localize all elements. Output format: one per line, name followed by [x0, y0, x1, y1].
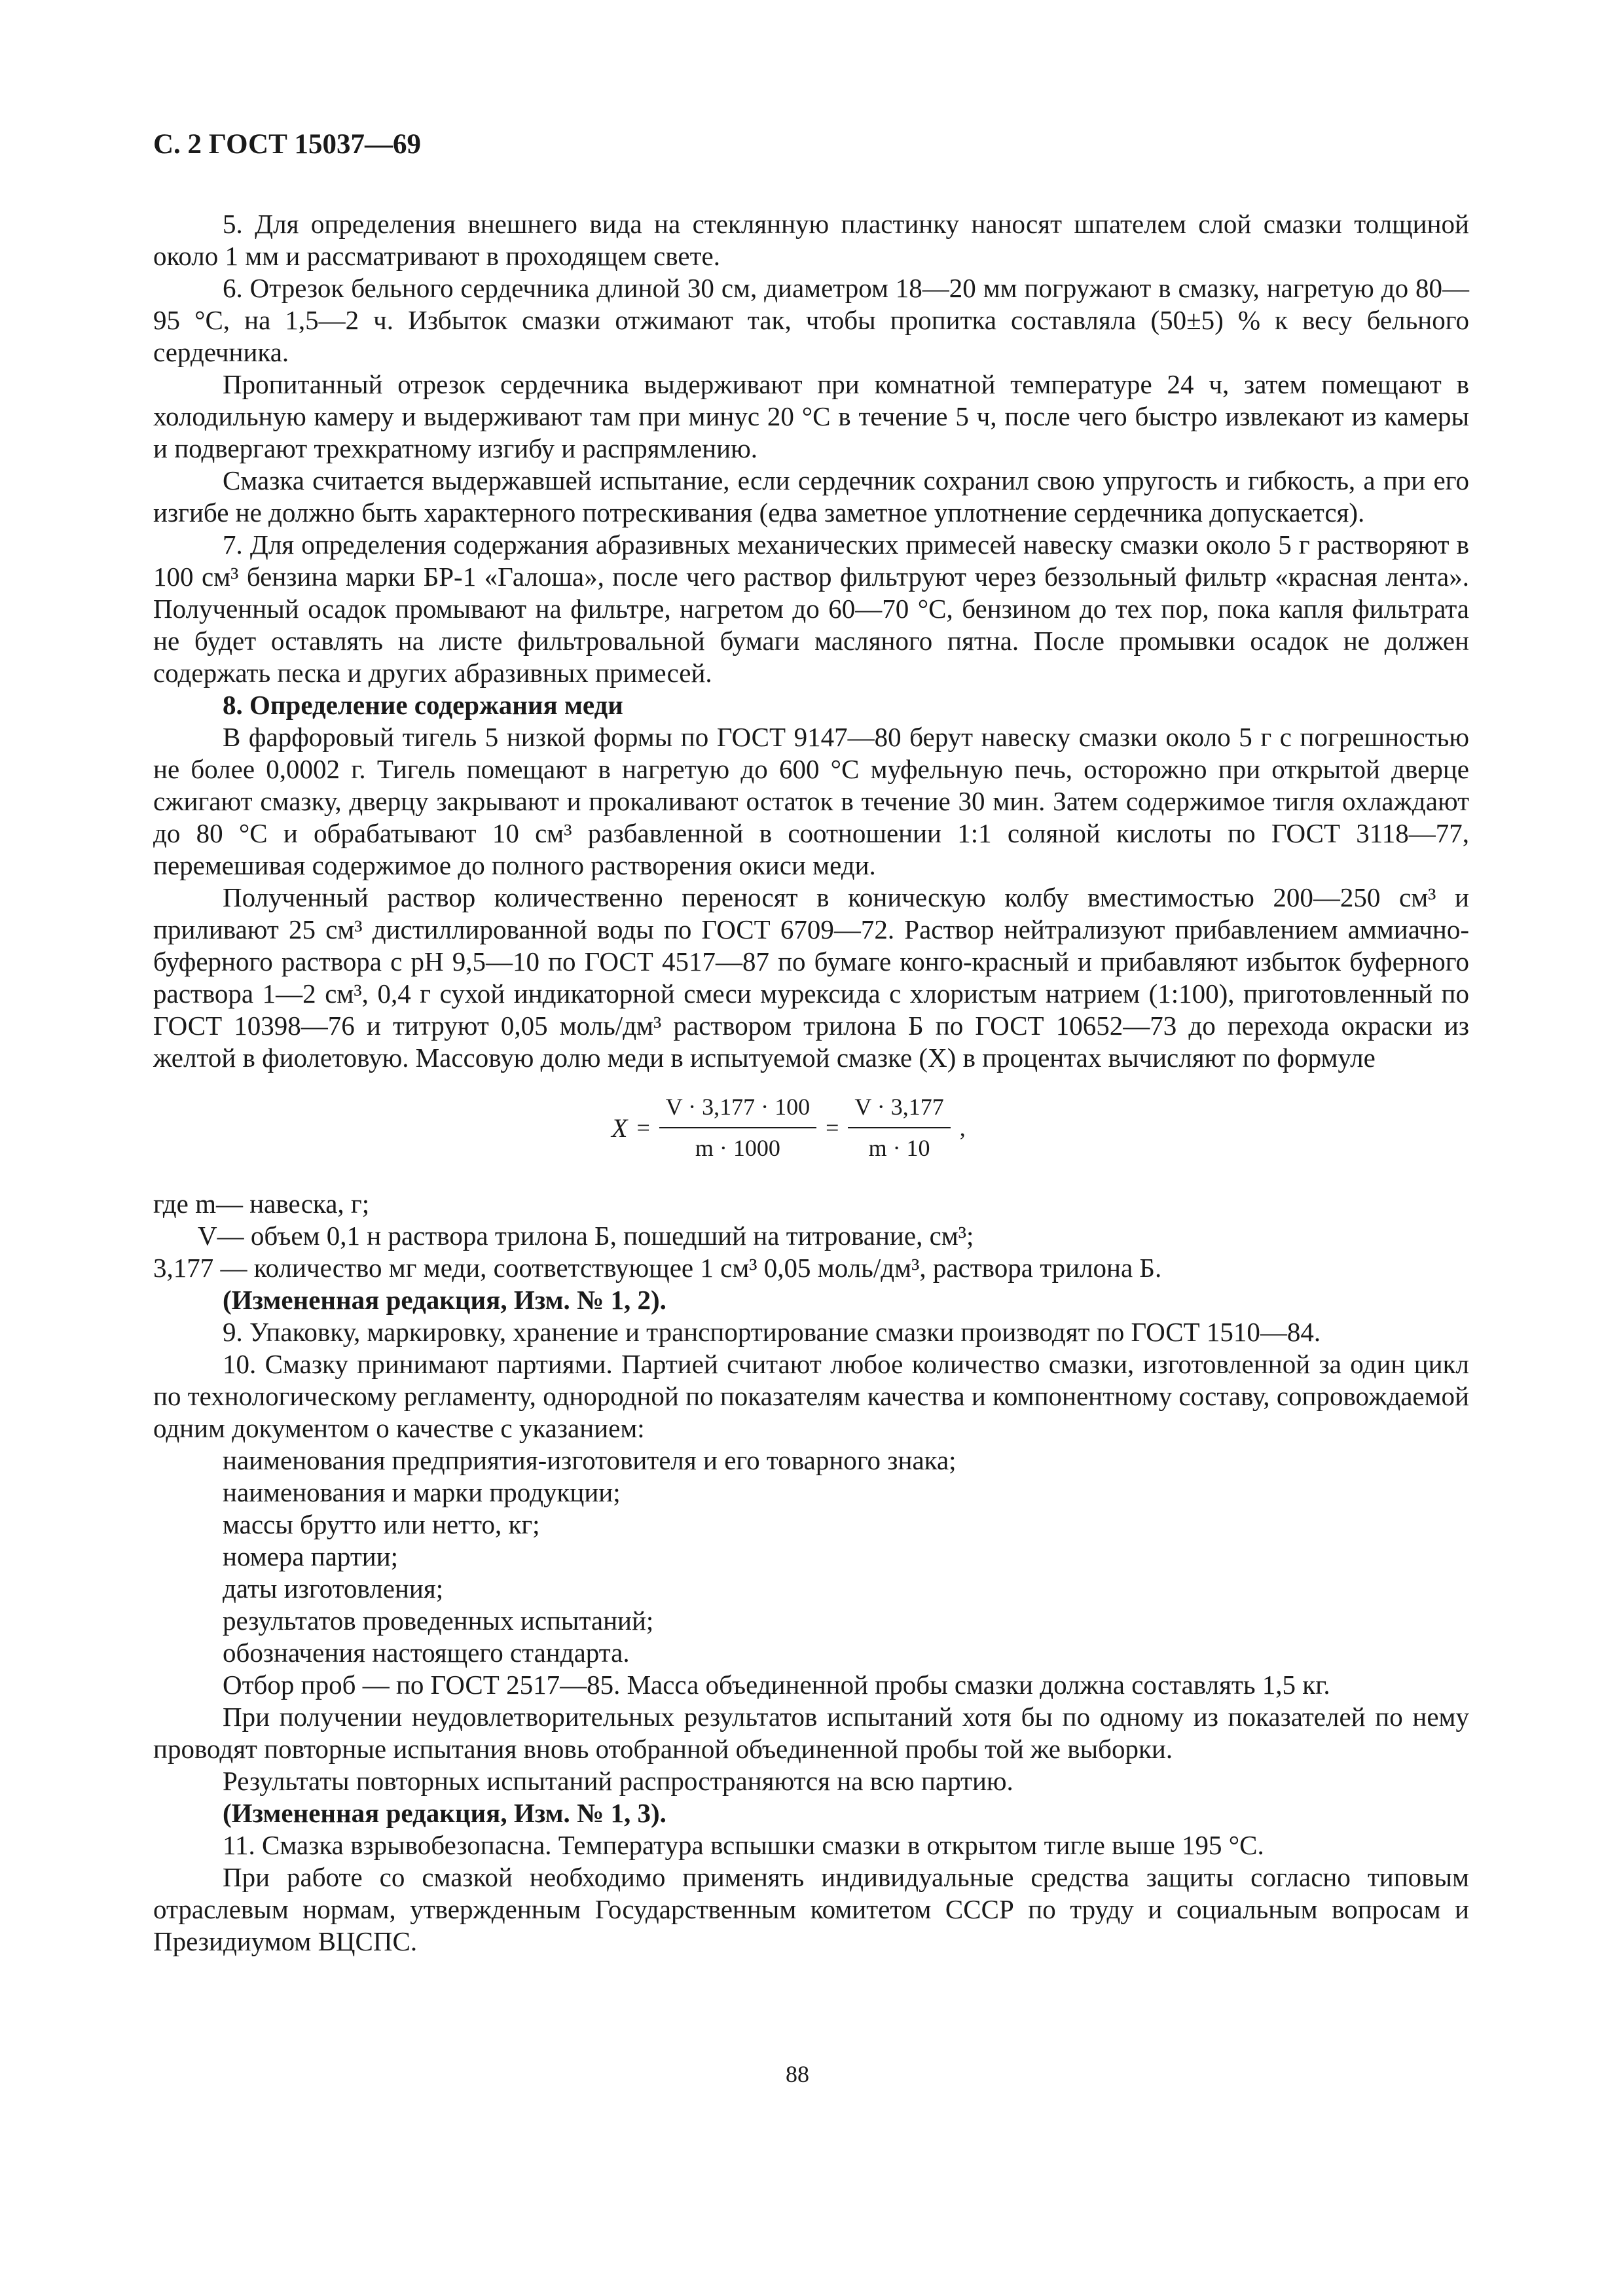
amendment-note-2: (Измененная редакция, Изм. № 1, 3).: [223, 1798, 666, 1828]
paragraph-9: 9. Упаковку, маркировку, хранение и транспортирование смазки производят по ГОСТ 1510—84.: [223, 1317, 1321, 1347]
legend-v: V— объем 0,1 н раствора трилона Б, пошедший на титрование, см³;: [198, 1221, 974, 1251]
formula-equals-2: =: [826, 1114, 839, 1141]
legend-m: где m— навеска, г;: [153, 1189, 370, 1219]
paragraph-10-retest: При получении неудовлетворительных результатов испытаний хотя бы по одному из показателей по нему проводят повторные испытания вновь отобранной объединенной пробы той же выборки.: [153, 1702, 1469, 1764]
paragraph-8-procedure: В фарфоровый тигель 5 низкой формы по ГОСТ 9147—80 берут навеску смазки около 5 г с погрешностью не более 0,0002 г. Тигель помещают в нагретую до 600 °С муфельную печь, осторожно при открытой дверце сжигают смазку, дверцу закрывают и прокаливают остаток в течение 30 мин. Затем содержимое тигля охлаждают до 80 °С и обрабатывают 10 см³ разбавленной в соотношении 1:1 соляной кислоты по ГОСТ 3118—77, перемешивая содержимое до полного растворения окиси меди.: [153, 722, 1469, 880]
formula-denominator-1: m · 1000: [695, 1135, 780, 1161]
amendment-note-1: (Измененная редакция, Изм. № 1, 2).: [223, 1285, 666, 1315]
paragraph-11-safety: При работе со смазкой необходимо применять индивидуальные средства защиты согласно типовым отраслевым нормам, утвержденным Государственным комитетом СССР по труду и социальным вопросам и Президиумом ВЦСПС.: [153, 1862, 1469, 1956]
list-item: результатов проведенных испытаний;: [223, 1605, 654, 1636]
paragraph-11: 11. Смазка взрывобезопасна. Температура вспышки смазки в открытом тигле выше 195 °С.: [223, 1830, 1264, 1860]
paragraph-8-titration: Полученный раствор количественно переносят в коническую колбу вместимостью 200—250 см³ и приливают 25 см³ дистиллированной воды по ГОСТ 6709—72. Раствор нейтрализуют прибавлением аммиачно-буферного раствора с рН 9,5—10 по ГОСТ 4517—87 по бумаге конго-красный и прибавляют избыток буферного раствора 1—2 см³, 0,4 г сухой индикаторной смеси мурексида с хлористым натрием (1:100), приготовленный по ГОСТ 10398—76 и титруют 0,05 моль/дм³ раствором трилона Б по ГОСТ 10652—73 до перехода окраски из желтой в фиолетовую. Массовую долю меди в испытуемой смазке (X) в процентах вычисляют по формуле: [153, 882, 1469, 1073]
legend-constant: 3,177 — количество мг меди, соответствующее 1 см³ 0,05 моль/дм³, раствора трилона Б.: [153, 1253, 1162, 1283]
page-header: С. 2 ГОСТ 15037—69: [153, 129, 422, 160]
list-item: наименования и марки продукции;: [223, 1477, 621, 1507]
list-item: номера партии;: [223, 1541, 399, 1571]
document-body: [153, 208, 1469, 1958]
formula-numerator-2: V · 3,177: [848, 1091, 950, 1128]
formula-equals-1: =: [636, 1114, 650, 1141]
paragraph-10-list: [153, 1444, 1469, 1669]
paragraph-10-sampling: Отбор проб — по ГОСТ 2517—85. Масса объединенной пробы смазки должна составлять 1,5 кг.: [223, 1670, 1330, 1700]
formula-fraction-1: [659, 1091, 816, 1164]
list-item: наименования предприятия-изготовителя и его товарного знака;: [223, 1445, 957, 1475]
formula-legend: [153, 1188, 1469, 1284]
list-item: массы брутто или нетто, кг;: [223, 1509, 540, 1539]
formula-fraction-2: [848, 1091, 950, 1164]
paragraph-10: 10. Смазку принимают партиями. Партией считают любое количество смазки, изготовленной за один цикл по технологическому регламенту, однородной по показателям качества и компонентному составу, сопровождаемой одним документом о качестве с указанием:: [153, 1349, 1469, 1443]
paragraph-5: 5. Для определения внешнего вида на стеклянную пластинку наносят шпателем слой смазки толщиной около 1 мм и рассматривают в проходящем свете.: [153, 209, 1469, 271]
paragraph-7: 7. Для определения содержания абразивных механических примесей навеску смазки около 5 г растворяют в 100 см³ бензина марки БР-1 «Галоша», после чего раствор фильтруют через беззольный фильтр «красная лента». Полученный осадок промывают на фильтре, нагретом до 60—70 °С, бензином до тех пор, пока капля фильтрата не будет оставлять на листе фильтровальной бумаги масляного пятна. После промывки осадок не должен содержать песка и других абразивных примесей.: [153, 529, 1469, 688]
paragraph-6-storage: Пропитанный отрезок сердечника выдерживают при комнатной температуре 24 ч, затем помещают в холодильную камеру и выдерживают там при минус 20 °С в течение 5 ч, после чего быстро извлекают из камеры и подвергают трехкратному изгибу и распрямлению.: [153, 369, 1469, 463]
paragraph-6-criteria: Смазка считается выдержавшей испытание, если сердечник сохранил свою упругость и гибкость, а при его изгибе не должно быть характерного потрескивания (едва заметное уплотнение сердечника допускается).: [153, 465, 1469, 528]
paragraph-10-results: Результаты повторных испытаний распространяются на всю партию.: [223, 1766, 1013, 1796]
copper-formula: [153, 1087, 1469, 1172]
section-heading-8: 8. Определение содержания меди: [223, 690, 623, 720]
list-item: даты изготовления;: [223, 1573, 444, 1604]
formula-denominator-2: m · 10: [868, 1135, 930, 1161]
formula-numerator-1: V · 3,177 · 100: [659, 1091, 816, 1128]
formula-expression: [611, 1091, 966, 1164]
paragraph-6: 6. Отрезок бельного сердечника длиной 30 см, диаметром 18—20 мм погружают в смазку, нагретую до 80—95 °С, на 1,5—2 ч. Избыток смазки отжимают так, чтобы пропитка составляла (50±5) % к весу бельного сердечника.: [153, 273, 1469, 367]
list-item: обозначения настоящего стандарта.: [223, 1638, 630, 1668]
formula-tail: ,: [959, 1114, 966, 1141]
page-number: 88: [786, 2061, 809, 2087]
formula-lhs: X: [611, 1113, 628, 1143]
